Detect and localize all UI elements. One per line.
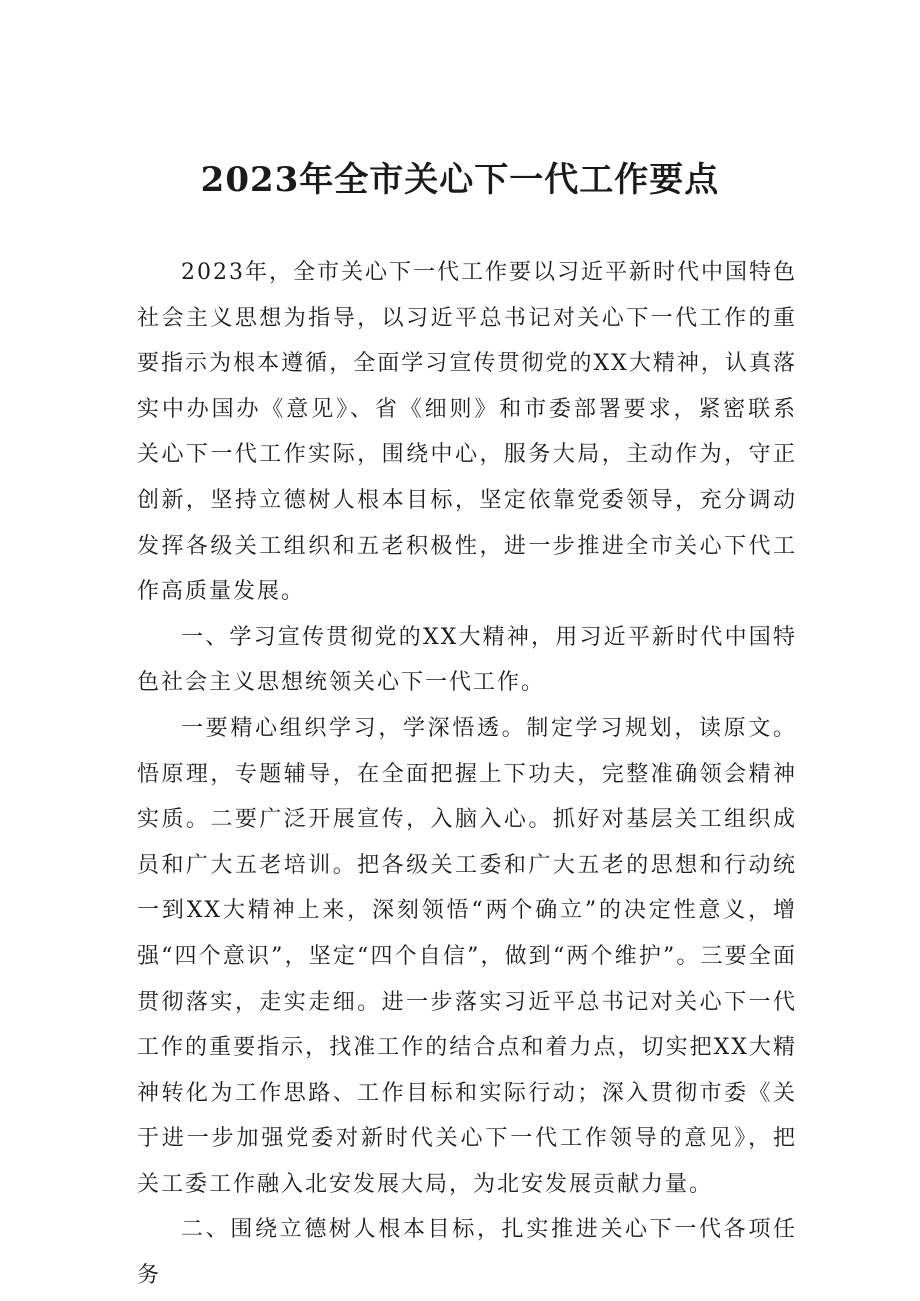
section-heading-1: 一、学习宣传贯彻党的XX大精神，用习近平新时代中国特色社会主义思想统领关心下一代工作。	[137, 624, 797, 696]
intro-paragraph: 2023年，全市关心下一代工作要以习近平新时代中国特色社会主义思想为指导，以习近平总书记对关心下一代工作的重要指示为根本遵循，全面学习宣传贯彻党的XX大精神，认真落实中办国办《意见》、省《细则》和市委部署要求，紧密联系关心下一代工作实际，围绕中心，服务大局，主动作为，守正创新，坚持立德树人根本目标，坚定依靠党委领导，充分调动发挥各级关工组织和五老积极性，进一步推进全市关心下代工作高质量发展。	[137, 260, 797, 605]
document-title: 2023年全市关心下一代工作要点	[200, 160, 720, 200]
section-1-paragraph: 一要精心组织学习，学深悟透。制定学习规划，读原文。悟原理，专题辅导，在全面把握上下功夫，完整准确领会精神实质。二要广泛开展宣传，入脑入心。抓好对基层关工组织成员和广大五老培训。把各级关工委和广大五老的思想和行动统一到XX大精神上来，深刻领悟“两个确立”的决定性意义，增强“四个意识”，坚定“四个自信”，做到“两个维护”。三要全面贯彻落实，走实走细。进一步落实习近平总书记对关心下一代工作的重要指示，找准工作的结合点和着力点，切实把XX大精神转化为工作思路、工作目标和实际行动；深入贯彻市委《关于进一步加强党委对新时代关心下一代工作领导的意见》，把关工委工作融入北安发展大局，为北安发展贡献力量。	[137, 715, 797, 1197]
document-body	[137, 250, 797, 1299]
section-heading-2: 二、围绕立德树人根本目标，扎实推进关心下一代各项任务	[137, 1217, 797, 1289]
